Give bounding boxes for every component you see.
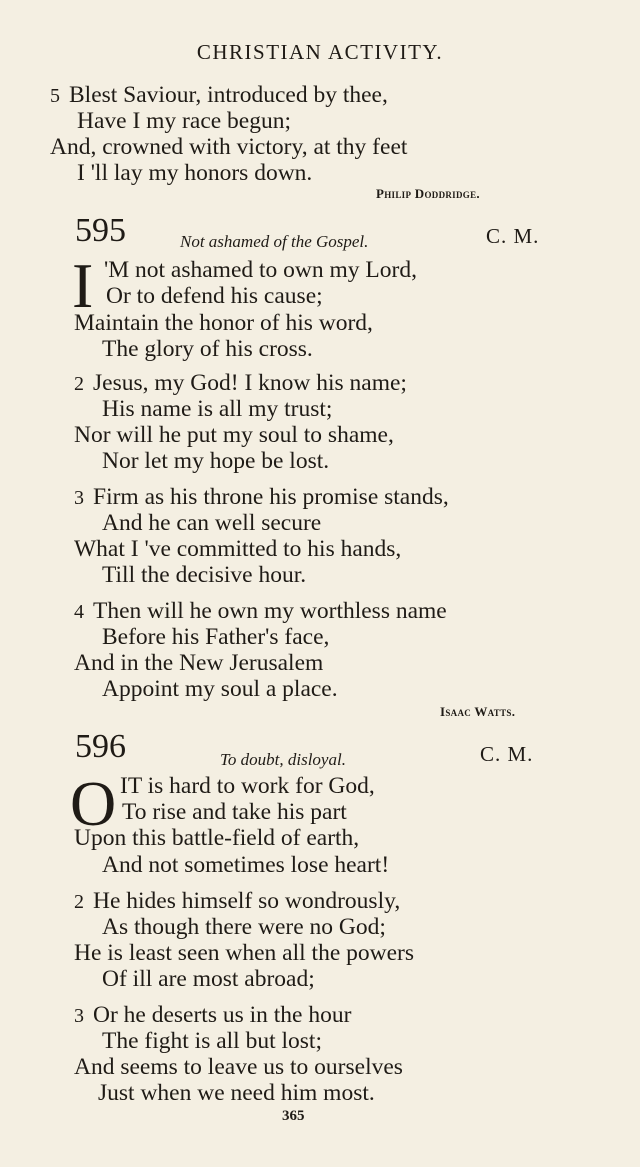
verse-line: Nor will he put my soul to shame,: [74, 422, 394, 448]
verse-line: 3 Or he deserts us in the hour: [74, 1002, 352, 1028]
verse-line: The glory of his cross.: [102, 336, 313, 362]
verse-line: And, crowned with victory, at thy feet: [50, 134, 408, 160]
verse-line: The fight is all but lost;: [102, 1028, 322, 1054]
verse-line: And not sometimes lose heart!: [102, 852, 390, 878]
drop-cap: I: [72, 250, 94, 321]
verse-line: What I 've committed to his hands,: [74, 536, 402, 562]
hymn-meter: C. M.: [480, 742, 534, 766]
verse-line: I 'll lay my honors down.: [77, 160, 313, 186]
verse-line: IT is hard to work for God,: [120, 773, 375, 799]
verse-number: 4: [74, 601, 84, 623]
verse-line: As though there were no God;: [102, 914, 386, 940]
hymn-number: 596: [75, 728, 126, 765]
verse-line: Of ill are most abroad;: [102, 966, 315, 992]
verse-number: 2: [74, 891, 84, 913]
verse-line: Just when we need him most.: [98, 1080, 375, 1106]
verse-line: Have I my race begun;: [77, 108, 292, 134]
verse-line: 2 Jesus, my God! I know his name;: [74, 370, 407, 396]
verse-line: To rise and take his part: [122, 799, 347, 825]
verse-line: Appoint my soul a place.: [102, 676, 338, 702]
author-credit: Philip Doddridge.: [376, 186, 480, 201]
author-credit: Isaac Watts.: [440, 704, 516, 719]
verse-number: 5: [50, 85, 60, 107]
hymn-title: To doubt, disloyal.: [220, 750, 346, 769]
hymn-number: 595: [75, 212, 126, 249]
verse-line: And in the New Jerusalem: [74, 650, 324, 676]
verse-line: Before his Father's face,: [102, 624, 330, 650]
page-number: 365: [282, 1108, 305, 1124]
hymn-title: Not ashamed of the Gospel.: [180, 232, 369, 251]
verse-number: 2: [74, 373, 84, 395]
verse-number: 3: [74, 1005, 84, 1027]
verse-line: 'M not ashamed to own my Lord,: [104, 257, 417, 283]
running-head: CHRISTIAN ACTIVITY.: [196, 40, 444, 64]
verse-line: 4 Then will he own my worthless name: [74, 598, 447, 624]
verse-line: 2 He hides himself so wondrously,: [74, 888, 401, 914]
verse-number: 3: [74, 487, 84, 509]
verse-line: Nor let my hope be lost.: [102, 448, 330, 474]
drop-cap: O: [70, 768, 117, 839]
verse-line: And seems to leave us to ourselves: [74, 1054, 403, 1080]
verse-line: 3 Firm as his throne his promise stands,: [74, 484, 449, 510]
verse-line: Till the decisive hour.: [102, 562, 307, 588]
verse-line: Maintain the honor of his word,: [74, 310, 373, 336]
verse-line: 5 Blest Saviour, introduced by thee,: [50, 82, 388, 108]
hymn-meter: C. M.: [486, 224, 540, 248]
verse-line: He is least seen when all the powers: [74, 940, 414, 966]
verse-line: Or to defend his cause;: [106, 283, 323, 309]
verse-line: And he can well secure: [102, 510, 322, 536]
verse-line: His name is all my trust;: [102, 396, 333, 422]
verse-line: Upon this battle-field of earth,: [74, 825, 360, 851]
